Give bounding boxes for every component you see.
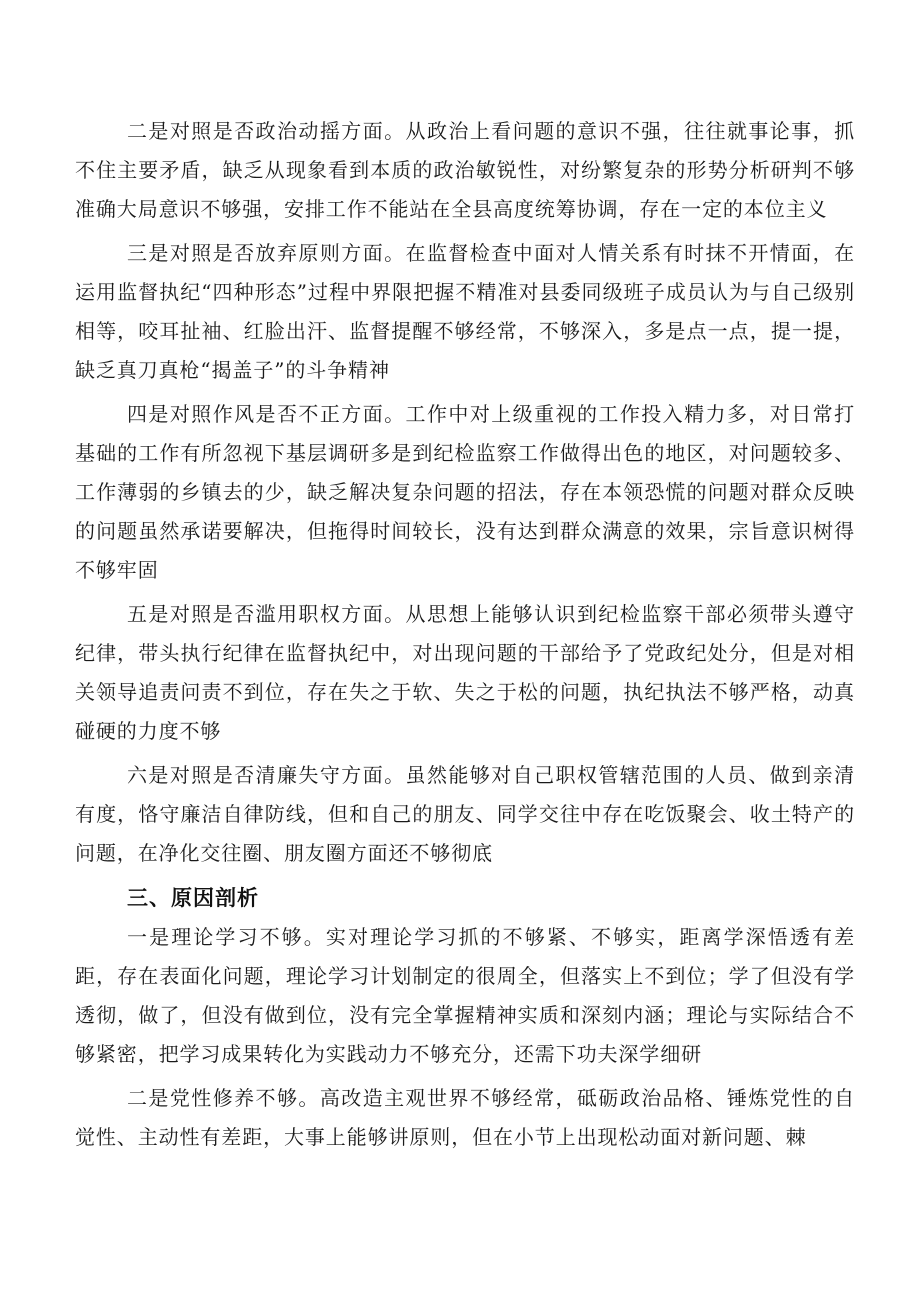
paragraph-theory-study: 一是理论学习不够。实对理论学习抓的不够紧、不够实，距离学深悟透有差距，存在表面化问题，理论学习计划制定的很周全，但落实上不到位；学了但没有学透彻，做了，但没有做到位，没有完全掌握精神实质和深刻内涵；理论与实际结合不够紧密，把学习成果转化为实践动力不够充分，还需下功夫深学细研 — [75, 925, 855, 1066]
section-heading-cause-analysis: 三、原因剖析 — [127, 886, 259, 910]
paragraph-work-style: 四是对照作风是否不正方面。工作中对上级重视的工作投入精力多，对日常打基础的工作有所忽视下基层调研多是到纪检监察工作做得出色的地区，对问题较多、工作薄弱的乡镇去的少，缺乏解决复杂问题的招法，存在本领恐慌的问题对群众反映的问题虽然承诺要解决，但拖得时间较长，没有达到群众满意的效果，宗旨意识树得不够牢固 — [75, 402, 855, 582]
document-page — [75, 112, 855, 1162]
paragraph-abandoning-principles: 三是对照是否放弃原则方面。在监督检查中面对人情关系有时抹不开情面，在运用监督执纪“四种形态”过程中界限把握不精准对县委同级班子成员认为与自己级别相等，咬耳扯袖、红脸出汗、监督提醒不够经常，不够深入，多是点一点，提一提，缺乏真刀真枪“揭盖子”的斗争精神 — [75, 241, 855, 382]
paragraph-integrity: 六是对照是否清廉失守方面。虽然能够对自己职权管辖范围的人员、做到亲清有度，恪守廉洁自律防线，但和自己的朋友、同学交往中存在吃饭聚会、收土特产的问题，在净化交往圈、朋友圈方面还不够彻底 — [75, 763, 855, 865]
paragraph-party-spirit: 二是党性修养不够。高改造主观世界不够经常，砥砺政治品格、锤炼党性的自觉性、主动性有差距，大事上能够讲原则，但在小节上出现松动面对新问题、棘 — [75, 1086, 855, 1149]
paragraph-political-wavering: 二是对照是否政治动摇方面。从政治上看问题的意识不强，往往就事论事，抓不住主要矛盾，缺乏从现象看到本质的政治敏锐性，对纷繁复杂的形势分析研判不够准确大局意识不够强，安排工作不能站在全县高度统筹协调，存在一定的本位主义 — [75, 119, 855, 221]
paragraph-abuse-of-power: 五是对照是否滥用职权方面。从思想上能够认识到纪检监察干部必须带头遵守纪律，带头执行纪律在监督执纪中，对出现问题的干部给予了党政纪处分，但是对相关领导追责问责不到位，存在失之于软、失之于松的问题，执纪执法不够严格，动真碰硬的力度不够 — [75, 602, 855, 743]
